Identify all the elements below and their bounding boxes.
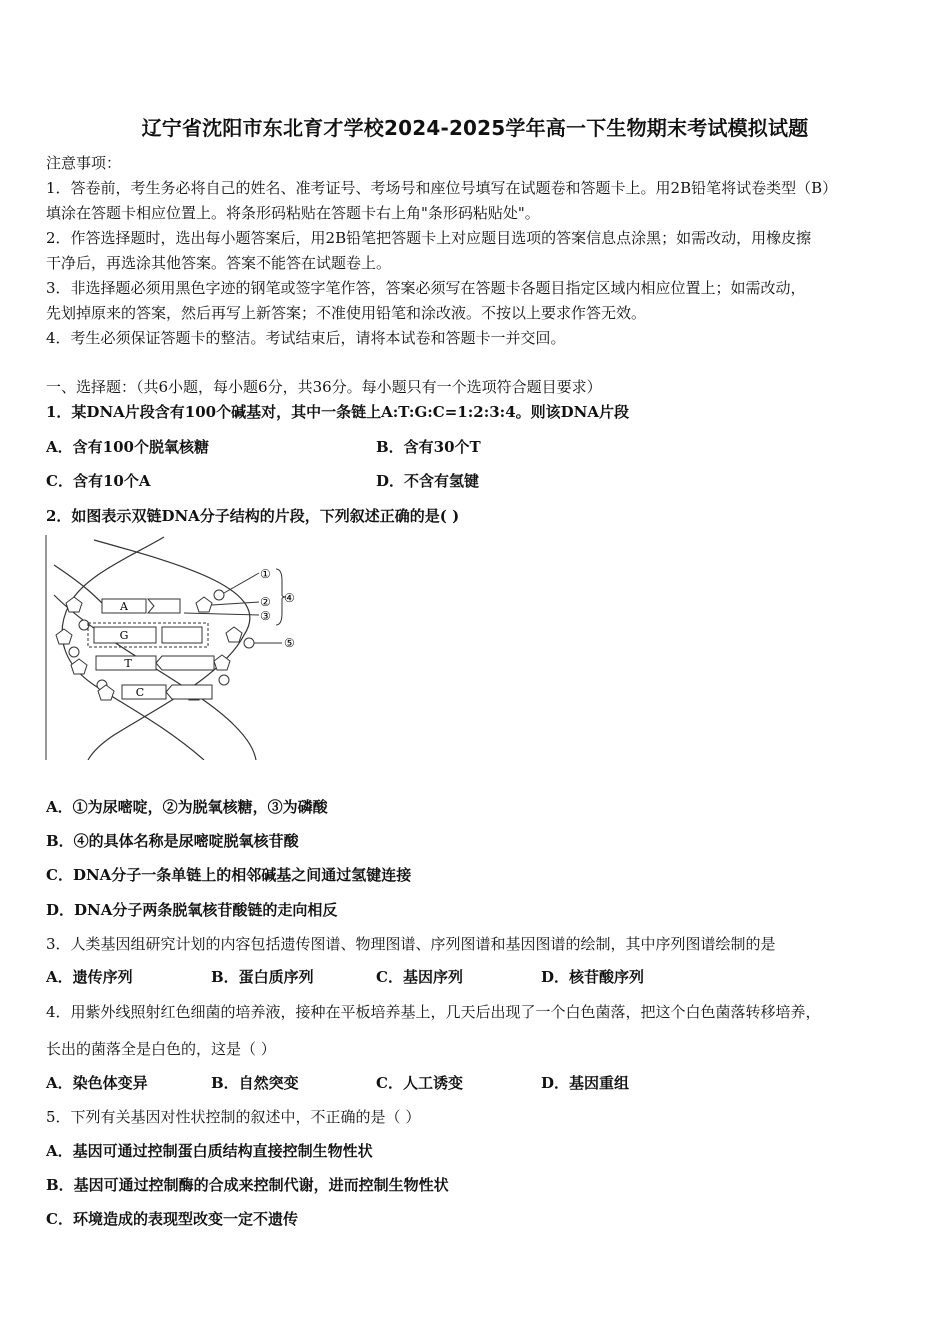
q5-option-b: B．基因可通过控制酶的合成来控制代谢，进而控制生物性状 (46, 1176, 449, 1194)
q4-option-d: D．基因重组 (541, 1074, 630, 1092)
base-label: A (120, 600, 128, 613)
q5-option-a: A．基因可通过控制蛋白质结构直接控制生物性状 (46, 1142, 373, 1160)
question-5-stem: 5．下列有关基因对性状控制的叙述中，不正确的是（ ） (46, 1108, 421, 1126)
q2-option-d: D．DNA分子两条脱氧核苷酸链的走向相反 (46, 901, 338, 919)
q3-option-a: A．遗传序列 (46, 968, 133, 986)
q1-option-b: B．含有30个T (376, 438, 481, 456)
q2-option-a: A．①为尿嘧啶，②为脱氧核糖，③为磷酸 (46, 798, 328, 816)
q5-option-c: C．环境造成的表现型改变一定不遗传 (46, 1210, 298, 1228)
notice-line: 3．非选择题必须用黑色字迹的钢笔或签字笔作答，答案必须写在答题卡各题目指定区域内相应位置上；如需改动， (46, 279, 806, 297)
notice-line: 先划掉原来的答案，然后再写上新答案；不准使用铅笔和涂改液。不按以上要求作答无效。 (46, 304, 647, 322)
question-4-stem-cont: 长出的菌落全是白色的，这是（ ） (46, 1040, 276, 1058)
label-2: ② (260, 595, 271, 609)
q1-option-d: D．不含有氢键 (376, 472, 480, 490)
question-4-stem: 4．用紫外线照射红色细菌的培养液，接种在平板培养基上，几天后出现了一个白色菌落，把这个白色菌落转移培养， (46, 1003, 821, 1021)
question-2-stem: 2．如图表示双链DNA分子结构的片段，下列叙述正确的是( ) (46, 507, 460, 525)
base-label: T (124, 657, 132, 670)
q2-option-c: C．DNA分子一条单链上的相邻碱基之间通过氢键连接 (46, 866, 412, 884)
label-5: ⑤ (284, 636, 295, 650)
label-4: ④ (284, 591, 295, 605)
notice-line: 填涂在答题卡相应位置上。将条形码粘贴在答题卡右上角"条形码粘贴处"。 (46, 204, 540, 222)
q4-option-a: A．染色体变异 (46, 1074, 148, 1092)
notice-line: 干净后，再选涂其他答案。答案不能答在试题卷上。 (46, 254, 392, 272)
dna-structure-diagram (44, 535, 306, 760)
q3-option-d: D．核苷酸序列 (541, 968, 645, 986)
q3-option-b: B．蛋白质序列 (211, 968, 314, 986)
q4-option-b: B．自然突变 (211, 1074, 299, 1092)
base-label: G (119, 629, 129, 642)
question-1-stem: 1．某DNA片段含有100个碱基对，其中一条链上A:T:G:C=1:2:3:4。则该DNA片段 (46, 403, 630, 421)
question-3-stem: 3．人类基因组研究计划的内容包括遗传图谱、物理图谱、序列图谱和基因图谱的绘制，其中序列图谱绘制的是 (46, 935, 776, 953)
q1-option-a: A．含有100个脱氧核糖 (46, 438, 209, 456)
base-label: C (135, 686, 145, 699)
notice-line: 4．考生必须保证答题卡的整洁。考试结束后，请将本试卷和答题卡一并交回。 (46, 329, 566, 347)
q2-option-b: B．④的具体名称是尿嘧啶脱氧核苷酸 (46, 832, 299, 850)
section-heading: 一、选择题：（共6小题，每小题6分，共36分。每小题只有一个选项符合题目要求） (46, 378, 602, 396)
q1-option-c: C．含有10个A (46, 472, 151, 490)
q3-option-c: C．基因序列 (376, 968, 463, 986)
notice-line: 1．答卷前，考生务必将自己的姓名、准考证号、考场号和座位号填写在试题卷和答题卡上。用2B铅笔将试卷类型（B） (46, 179, 838, 197)
q4-option-c: C．人工诱变 (376, 1074, 463, 1092)
label-3: ③ (260, 609, 271, 623)
notice-heading: 注意事项： (46, 154, 122, 172)
page-title: 辽宁省沈阳市东北育才学校2024-2025学年高一下生物期末考试模拟试题 (141, 116, 809, 140)
notice-line: 2．作答选择题时，选出每小题答案后，用2B铅笔把答题卡上对应题目选项的答案信息点涂黑；如需改动，用橡皮擦 (46, 229, 812, 247)
label-1: ① (260, 567, 271, 581)
